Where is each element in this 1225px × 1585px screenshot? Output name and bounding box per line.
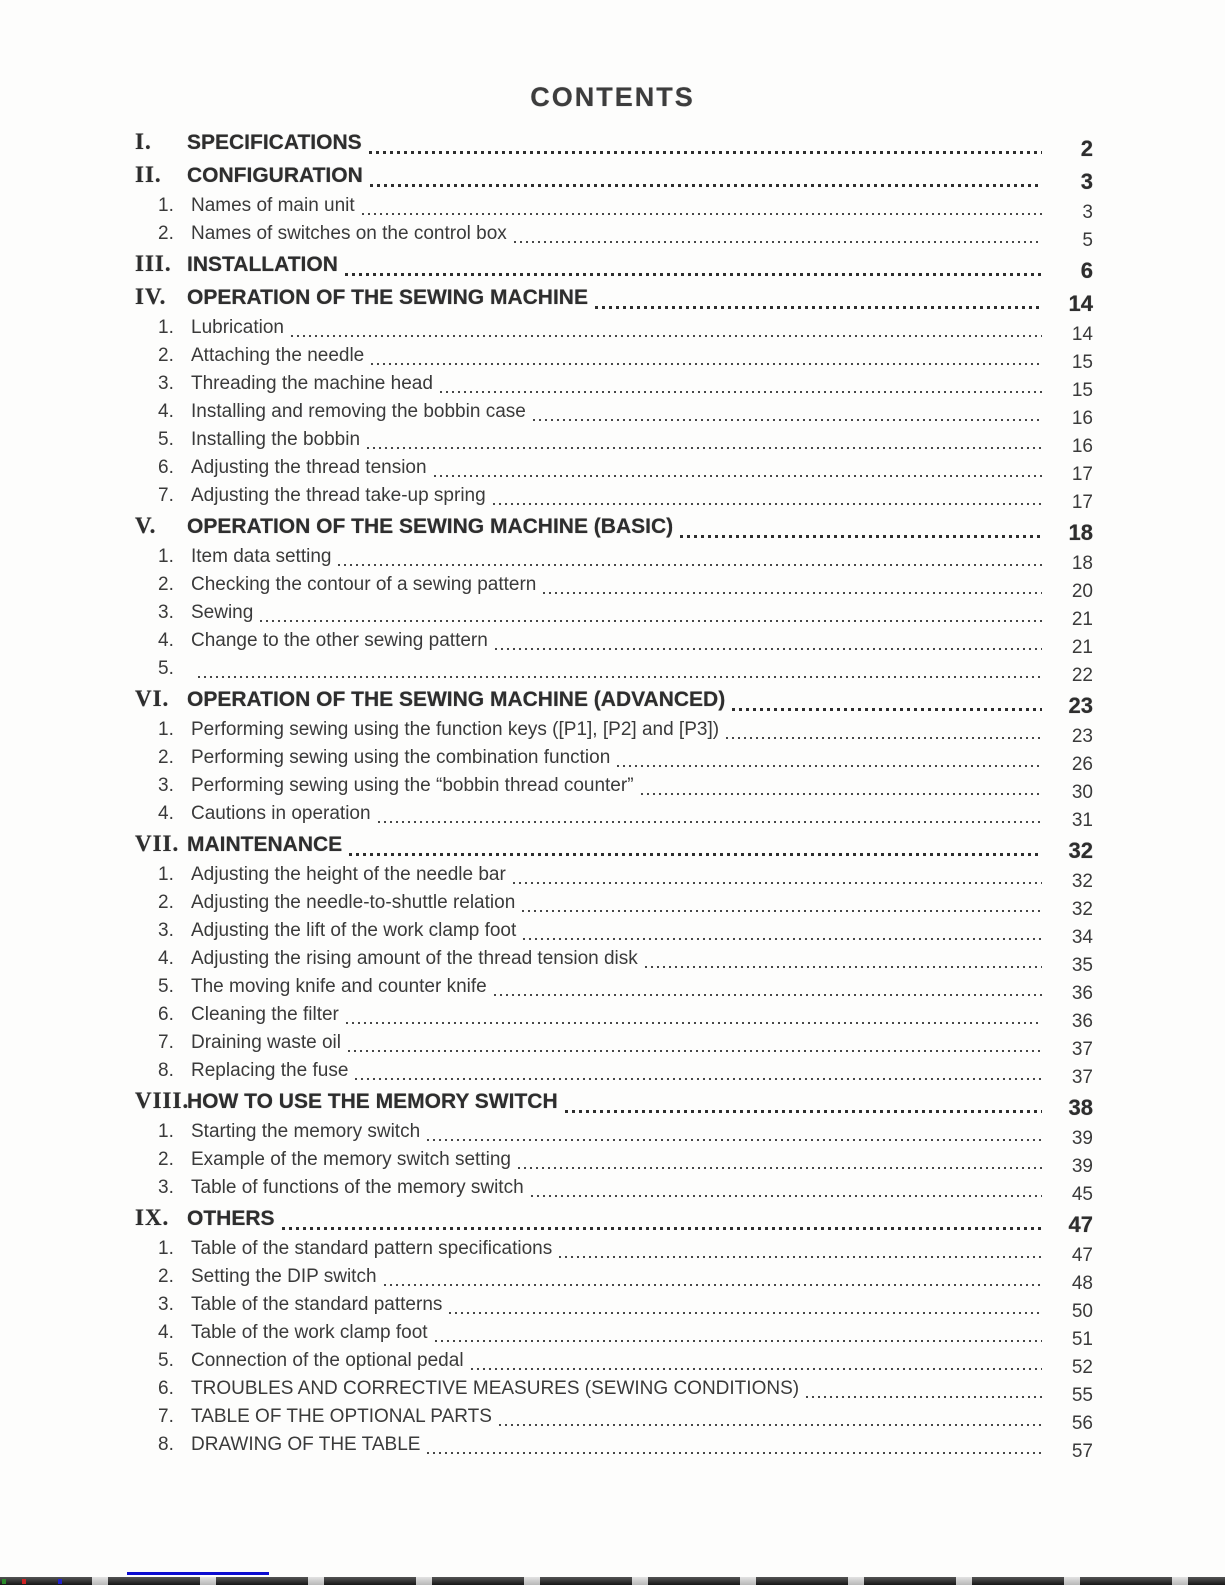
toc-item-row [135, 546, 1093, 574]
dot-leader [732, 686, 1042, 719]
dot-leader [378, 803, 1042, 831]
item-number: 1. [158, 195, 174, 216]
scan-color-speck [22, 1579, 26, 1584]
item-number: 1. [158, 864, 174, 885]
item-label: Lubrication [191, 317, 284, 338]
page-number: 3 [1080, 169, 1093, 194]
item-number: 2. [158, 1266, 174, 1287]
page-number: 48 [1071, 1273, 1093, 1294]
section-title: OPERATION OF THE SEWING MACHINE [187, 286, 588, 309]
dot-leader [680, 513, 1042, 546]
toc-item-row [135, 401, 1093, 429]
dot-leader [369, 129, 1042, 162]
toc-item-row [135, 747, 1093, 775]
dot-leader [806, 1378, 1042, 1406]
dot-leader [384, 1266, 1042, 1294]
page-number: 6 [1080, 258, 1093, 283]
toc-section-row [135, 513, 1093, 546]
page-number: 30 [1071, 782, 1093, 803]
dot-leader [559, 1238, 1042, 1266]
toc-item-row [135, 223, 1093, 251]
item-number: 1. [158, 1238, 174, 1259]
dot-leader [514, 223, 1042, 251]
page-number: 23 [1071, 726, 1093, 747]
toc-item-row [135, 1322, 1093, 1350]
page-number: 3 [1082, 202, 1093, 223]
page-number: 39 [1071, 1156, 1093, 1177]
item-number: 8. [158, 1060, 174, 1081]
section-numeral: VIII. [135, 1088, 190, 1113]
item-label: Adjusting the needle-to-shuttle relation [191, 892, 516, 913]
item-number: 5. [158, 976, 174, 997]
page-number: 39 [1071, 1128, 1093, 1149]
dot-leader [595, 284, 1042, 317]
footer-underline-mark [127, 1572, 269, 1575]
page-number: 14 [1071, 324, 1093, 345]
dot-leader [260, 602, 1042, 630]
page-number: 26 [1071, 754, 1093, 775]
dot-leader [726, 719, 1042, 747]
page-number: 57 [1071, 1441, 1093, 1462]
toc-item-row [135, 602, 1093, 630]
section-title: INSTALLATION [187, 253, 338, 276]
item-number: 3. [158, 1177, 174, 1198]
toc-item-row [135, 485, 1093, 513]
toc-list [0, 129, 1225, 1462]
dot-leader [518, 1149, 1042, 1177]
toc-item-row [135, 920, 1093, 948]
dot-leader [338, 546, 1042, 574]
dot-leader [355, 1060, 1042, 1088]
item-number: 4. [158, 630, 174, 651]
page-number: 14 [1068, 291, 1093, 316]
page-number: 51 [1071, 1329, 1093, 1350]
section-numeral: IX. [135, 1205, 170, 1230]
dot-leader [641, 775, 1042, 803]
section-numeral: III. [135, 251, 172, 276]
item-number: 2. [158, 574, 174, 595]
item-number: 5. [158, 429, 174, 450]
page-number: 38 [1068, 1095, 1093, 1120]
item-number: 3. [158, 602, 174, 623]
toc-item-row [135, 195, 1093, 223]
item-label: Change to the other sewing pattern [191, 630, 488, 651]
item-label: Cleaning the filter [191, 1004, 339, 1025]
page-number: 5 [1082, 230, 1093, 251]
item-number: 1. [158, 719, 174, 740]
page-number: 17 [1071, 464, 1093, 485]
toc-section-row [135, 831, 1093, 864]
item-number: 3. [158, 775, 174, 796]
item-number: 3. [158, 373, 174, 394]
dot-leader [198, 658, 1042, 686]
dot-leader [346, 1004, 1042, 1032]
page-number: 21 [1071, 609, 1093, 630]
item-number: 3. [158, 1294, 174, 1315]
dot-leader [471, 1350, 1042, 1378]
page-number: 16 [1071, 436, 1093, 457]
dot-leader [362, 195, 1042, 223]
item-label: Installing the bobbin [191, 429, 361, 450]
item-label: Table of the standard patterns [191, 1294, 443, 1315]
toc-item-row [135, 976, 1093, 1004]
dot-leader [522, 892, 1042, 920]
toc-item-row [135, 1294, 1093, 1322]
item-number: 2. [158, 1149, 174, 1170]
page-number: 2 [1080, 136, 1093, 161]
dot-leader [499, 1406, 1042, 1434]
item-label: Adjusting the lift of the work clamp foot [191, 920, 517, 941]
dot-leader [371, 345, 1042, 373]
item-number: 5. [158, 658, 174, 679]
item-label: Table of the standard pattern specifications [191, 1238, 553, 1259]
scan-color-speck [58, 1579, 62, 1584]
section-numeral: IV. [135, 284, 167, 309]
toc-item-row [135, 1121, 1093, 1149]
toc-item-row [135, 1149, 1093, 1177]
page-number: 37 [1071, 1039, 1093, 1060]
item-label: Adjusting the rising amount of the thread tension disk [191, 948, 638, 969]
toc-item-row [135, 1406, 1093, 1434]
dot-leader [434, 457, 1042, 485]
toc-section-row [135, 1088, 1093, 1121]
item-label: Sewing [191, 602, 254, 623]
scan-edge-artifact [0, 1577, 1225, 1585]
page-number: 52 [1071, 1357, 1093, 1378]
toc-section-row [135, 1205, 1093, 1238]
item-label: TROUBLES AND CORRECTIVE MEASURES (SEWING CONDITIONS) [191, 1378, 800, 1399]
toc-item-row [135, 1177, 1093, 1205]
toc-item-row [135, 457, 1093, 485]
dot-leader [291, 317, 1042, 345]
toc-item-row [135, 1434, 1093, 1462]
dot-leader [348, 1032, 1042, 1060]
item-label: Performing sewing using the function keys ([P1], [P2] and [P3]) [191, 719, 720, 740]
toc-item-row [135, 1266, 1093, 1294]
section-title: CONFIGURATION [187, 164, 363, 187]
section-title: OTHERS [187, 1207, 275, 1230]
toc-item-row [135, 719, 1093, 747]
dot-leader [282, 1205, 1042, 1238]
section-title: SPECIFICATIONS [187, 131, 362, 154]
dot-leader [449, 1294, 1042, 1322]
section-numeral: VI. [135, 686, 170, 711]
item-label: Names of switches on the control box [191, 223, 507, 244]
item-number: 1. [158, 317, 174, 338]
toc-item-row [135, 803, 1093, 831]
page-number: 15 [1071, 352, 1093, 373]
dot-leader [440, 373, 1042, 401]
scan-color-speck [2, 1579, 6, 1584]
toc-item-row [135, 630, 1093, 658]
toc-item-row [135, 1350, 1093, 1378]
page-number: 32 [1068, 838, 1093, 863]
item-number: 6. [158, 1378, 174, 1399]
page-number: 17 [1071, 492, 1093, 513]
item-number: 3. [158, 920, 174, 941]
page-number: 36 [1071, 1011, 1093, 1032]
toc-item-row [135, 892, 1093, 920]
page-number: 15 [1071, 380, 1093, 401]
page-number: 18 [1071, 553, 1093, 574]
item-label: Threading the machine head [191, 373, 433, 394]
item-label: Replacing the fuse [191, 1060, 349, 1081]
item-label: Adjusting the thread take-up spring [191, 485, 486, 506]
page-number: 56 [1071, 1413, 1093, 1434]
page-number: 34 [1071, 927, 1093, 948]
dot-leader [370, 162, 1042, 195]
page-number: 23 [1068, 693, 1093, 718]
dot-leader [523, 920, 1042, 948]
item-label: Table of the work clamp foot [191, 1322, 428, 1343]
toc-item-row [135, 948, 1093, 976]
page-number: 31 [1071, 810, 1093, 831]
item-number: 4. [158, 948, 174, 969]
section-numeral: II. [135, 162, 162, 187]
toc-section-row [135, 129, 1093, 162]
dot-leader [565, 1088, 1042, 1121]
dot-leader [495, 630, 1042, 658]
section-numeral: I. [135, 129, 152, 154]
toc-item-row [135, 1032, 1093, 1060]
toc-item-row [135, 658, 1093, 686]
dot-leader [427, 1121, 1042, 1149]
page-title: CONTENTS [530, 82, 695, 112]
toc-item-row [135, 1378, 1093, 1406]
item-number: 6. [158, 457, 174, 478]
item-label: Performing sewing using the combination function [191, 747, 611, 768]
item-number: 1. [158, 546, 174, 567]
dot-leader [367, 429, 1042, 457]
page-number: 36 [1071, 983, 1093, 1004]
item-number: 4. [158, 803, 174, 824]
item-number: 5. [158, 1350, 174, 1371]
dot-leader [349, 831, 1042, 864]
page-number: 50 [1071, 1301, 1093, 1322]
item-label: DRAWING OF THE TABLE [191, 1434, 421, 1455]
item-label: Installing and removing the bobbin case [191, 401, 526, 422]
item-number: 4. [158, 401, 174, 422]
dot-leader [645, 948, 1042, 976]
item-label: Setting the DIP switch [191, 1266, 377, 1287]
toc-item-row [135, 1004, 1093, 1032]
toc-item-row [135, 373, 1093, 401]
toc-section-row [135, 162, 1093, 195]
page-number: 18 [1068, 520, 1093, 545]
item-label: Table of functions of the memory switch [191, 1177, 524, 1198]
page-number: 32 [1071, 899, 1093, 920]
item-label: TABLE OF THE OPTIONAL PARTS [191, 1406, 492, 1427]
item-label: Example of the memory switch setting [191, 1149, 511, 1170]
section-numeral: VII. [135, 831, 180, 856]
page-number: 47 [1071, 1245, 1093, 1266]
page-number: 22 [1071, 665, 1093, 686]
toc-section-row [135, 251, 1093, 284]
section-title: OPERATION OF THE SEWING MACHINE (BASIC) [187, 515, 674, 538]
toc-item-row [135, 317, 1093, 345]
item-label: Item data setting [191, 546, 332, 567]
dot-leader [531, 1177, 1042, 1205]
page-number: 16 [1071, 408, 1093, 429]
dot-leader [494, 976, 1042, 1004]
item-number: 8. [158, 1434, 174, 1455]
section-title: HOW TO USE THE MEMORY SWITCH [187, 1090, 558, 1113]
item-number: 7. [158, 1032, 174, 1053]
item-number: 2. [158, 747, 174, 768]
toc-item-row [135, 345, 1093, 373]
toc-section-row [135, 686, 1093, 719]
page-number: 35 [1071, 955, 1093, 976]
dot-leader [617, 747, 1042, 775]
item-number: 2. [158, 223, 174, 244]
page-number: 21 [1071, 637, 1093, 658]
toc-item-row [135, 429, 1093, 457]
item-label: Draining waste oil [191, 1032, 341, 1053]
item-label: Performing sewing using the “bobbin thread counter” [191, 775, 634, 796]
toc-item-row [135, 1238, 1093, 1266]
toc-item-row [135, 1060, 1093, 1088]
section-title: OPERATION OF THE SEWING MACHINE (ADVANCED) [187, 688, 726, 711]
toc-item-row [135, 574, 1093, 602]
section-title: MAINTENANCE [187, 833, 343, 856]
dot-leader [493, 485, 1042, 513]
item-number: 1. [158, 1121, 174, 1142]
item-label: Attaching the needle [191, 345, 365, 366]
page-number: 47 [1068, 1212, 1093, 1237]
item-label: Checking the contour of a sewing pattern [191, 574, 537, 595]
item-number: 6. [158, 1004, 174, 1025]
page-number: 32 [1071, 871, 1093, 892]
item-number: 2. [158, 345, 174, 366]
item-label: Cautions in operation [191, 803, 371, 824]
item-label: Starting the memory switch [191, 1121, 421, 1142]
dot-leader [513, 864, 1042, 892]
dot-leader [435, 1322, 1042, 1350]
item-number: 4. [158, 1322, 174, 1343]
toc-item-row [135, 775, 1093, 803]
toc-item-row [135, 864, 1093, 892]
page-number: 20 [1071, 581, 1093, 602]
toc-section-row [135, 284, 1093, 317]
item-label: The moving knife and counter knife [191, 976, 487, 997]
item-label: Adjusting the thread tension [191, 457, 427, 478]
item-label: Adjusting the height of the needle bar [191, 864, 506, 885]
item-number: 2. [158, 892, 174, 913]
section-numeral: V. [135, 513, 157, 538]
page-number: 37 [1071, 1067, 1093, 1088]
item-number: 7. [158, 1406, 174, 1427]
page-number: 55 [1071, 1385, 1093, 1406]
dot-leader [427, 1434, 1042, 1462]
dot-leader [543, 574, 1042, 602]
dot-leader [533, 401, 1042, 429]
item-label: Connection of the optional pedal [191, 1350, 464, 1371]
item-number: 7. [158, 485, 174, 506]
page-number: 45 [1071, 1184, 1093, 1205]
dot-leader [345, 251, 1042, 284]
item-label: Names of main unit [191, 195, 355, 216]
